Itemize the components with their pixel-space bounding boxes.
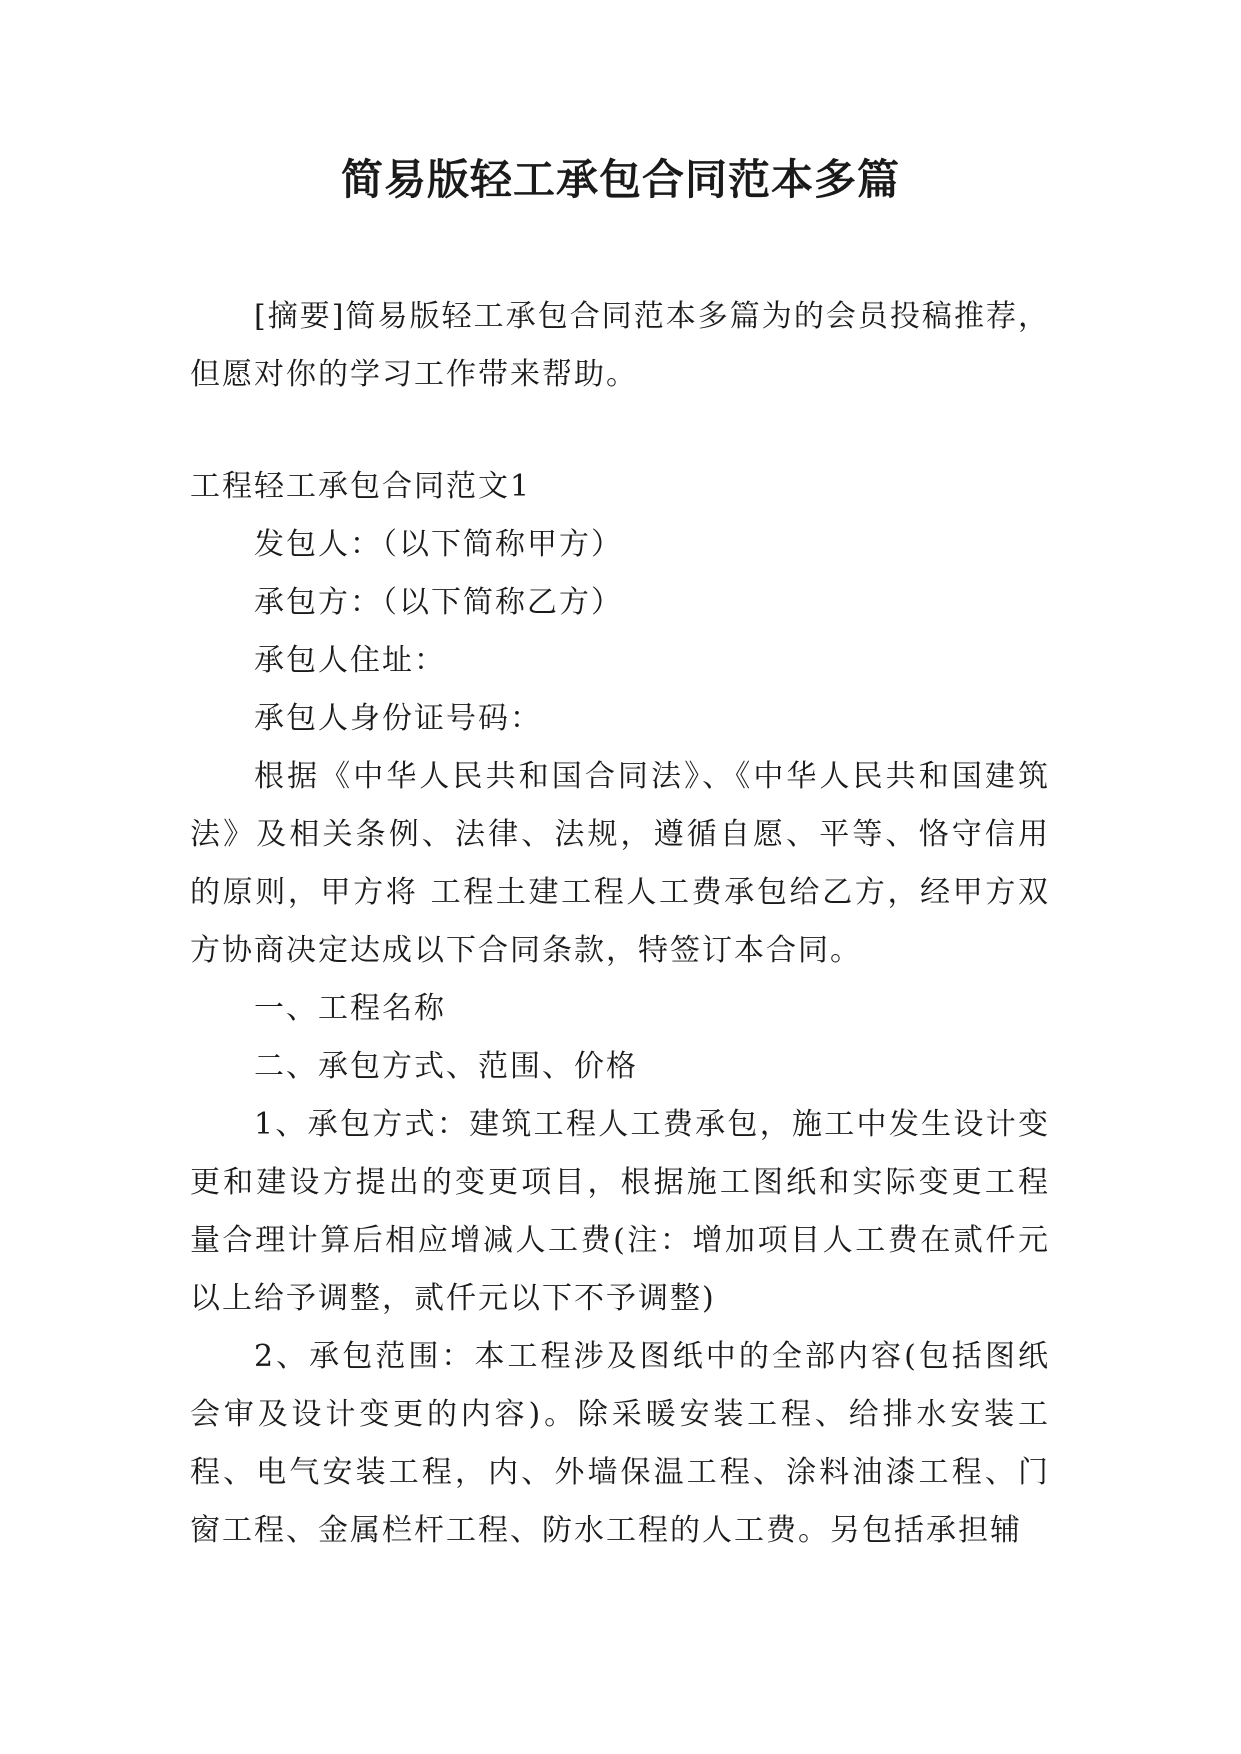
document-title: 简易版轻工承包合同范本多篇 xyxy=(340,155,900,204)
contract-method-paragraph: 1、承包方式：建筑工程人工费承包，施工中发生设计变更和建设方提出的变更项目，根据施工图纸和实际变更工程量合理计算后相应增减人工费(注：增加项目人工费在贰仟元以上给予调整，贰仟元以下不予调整) xyxy=(190,1107,1050,1316)
contractor-id-line: 承包人身份证号码： xyxy=(254,701,542,736)
legal-basis-paragraph: 根据《中华人民共和国合同法》、《中华人民共和国建筑法》及相关条例、法律、法规，遵循自愿、平等、恪守信用的原则，甲方将 工程土建工程人工费承包给乙方，经甲方双方协商决定达成以下合同条款，特签订本合同。 xyxy=(190,759,1050,968)
party-a-line: 发包人：（以下简称甲方） xyxy=(254,527,623,562)
section-heading: 工程轻工承包合同范文1 xyxy=(190,469,532,504)
clause-heading-1: 一、工程名称 xyxy=(254,991,446,1026)
document-body xyxy=(190,288,1050,1560)
clause-heading-2: 二、承包方式、范围、价格 xyxy=(254,1049,638,1084)
party-b-line: 承包方：（以下简称乙方） xyxy=(254,585,623,620)
spacer xyxy=(190,404,1050,458)
contractor-address-line: 承包人住址： xyxy=(254,643,446,678)
contract-scope-paragraph: 2、承包范围：本工程涉及图纸中的全部内容(包括图纸会审及设计变更的内容)。除采暖安装工程、给排水安装工程、电气安装工程，内、外墙保温工程、涂料油漆工程、门窗工程、金属栏杆工程、防水工程的人工费。另包括承担辅 xyxy=(190,1339,1050,1548)
abstract-paragraph: [摘要]简易版轻工承包合同范本多篇为的会员投稿推荐，但愿对你的学习工作带来帮助。 xyxy=(190,299,1050,392)
